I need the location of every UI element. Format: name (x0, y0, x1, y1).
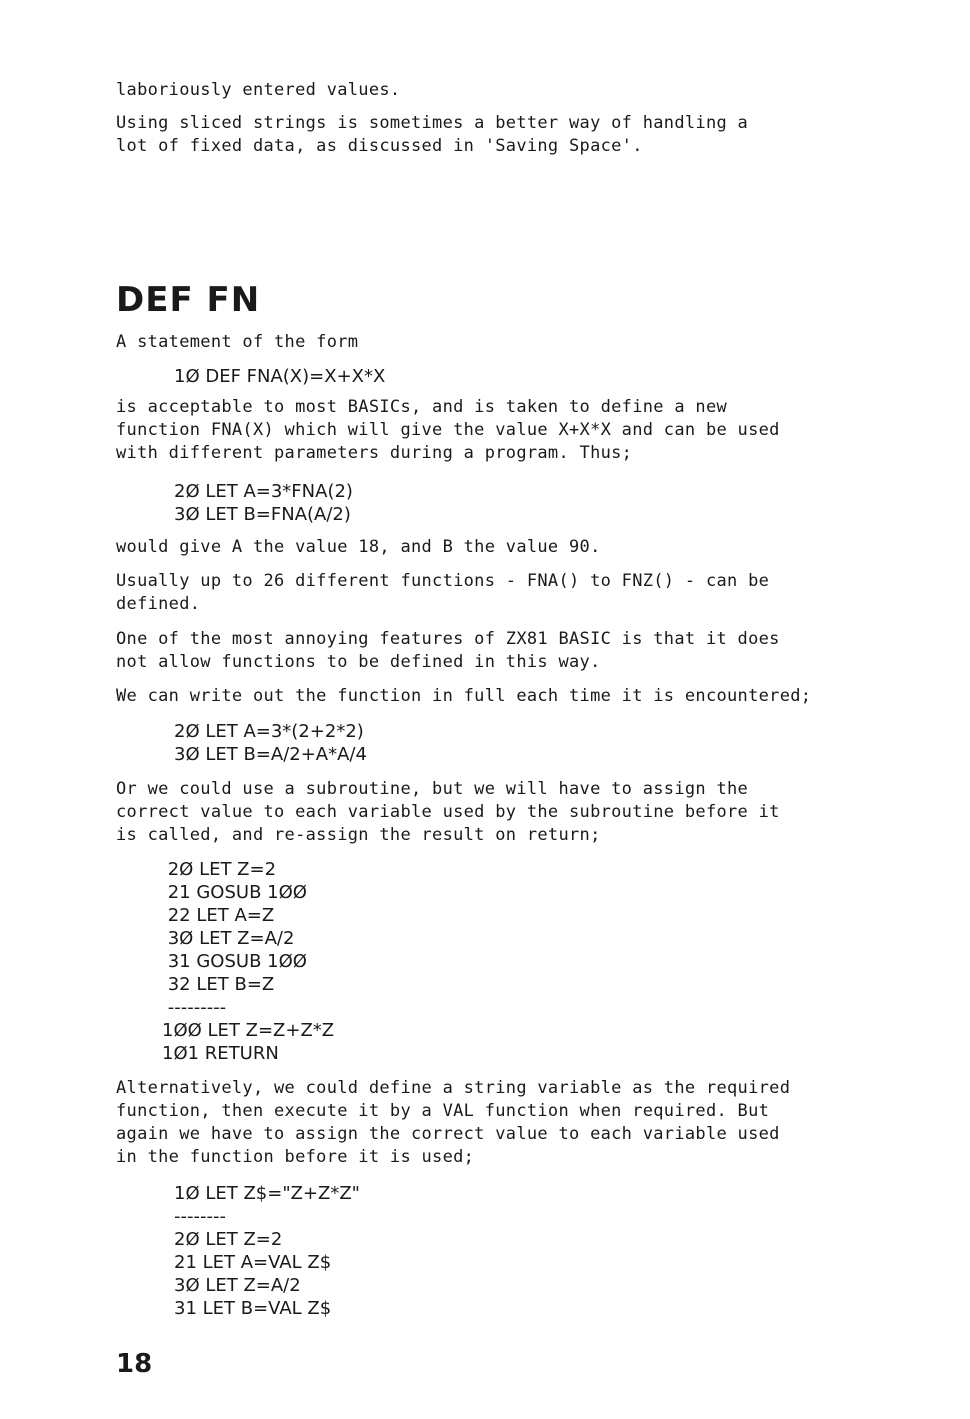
section-heading: DEF FN (116, 280, 261, 320)
code-line: 32 LET B=Z (162, 974, 275, 995)
code-line: 21 LET A=VAL Z$ (174, 1252, 332, 1273)
code-line: 2Ø LET A=3*(2+2*2) (174, 721, 364, 742)
paragraph: Usually up to 26 different functions - FNA() to FNZ() - can be defined. (116, 571, 770, 614)
code-line: --------- (162, 997, 227, 1018)
paragraph: would give A the value 18, and B the value 90. (116, 537, 601, 557)
code-line: 3Ø LET B=A/2+A*A/4 (174, 744, 367, 765)
code-block (174, 365, 385, 388)
code-line: 21 GOSUB 1ØØ (162, 882, 307, 903)
code-line: 3Ø LET Z=A/2 (174, 1275, 301, 1296)
paragraph: is acceptable to most BASICs, and is taken to define a new function FNA(X) which will give the value X+X*X and can be used with different parameters during a program. Thus; (116, 397, 780, 463)
code-line: -------- (174, 1206, 226, 1227)
paragraph: A statement of the form (116, 332, 359, 352)
code-line: 1ØØ LET Z=Z+Z*Z (162, 1020, 335, 1041)
code-line: 3Ø LET B=FNA(A/2) (174, 504, 351, 525)
code-line: 1Ø LET Z$="Z+Z*Z" (174, 1183, 360, 1204)
code-line: 31 LET B=VAL Z$ (174, 1298, 332, 1319)
page-number: 18 (116, 1349, 153, 1379)
code-block (174, 480, 353, 526)
paragraph: We can write out the function in full each time it is encountered; (116, 686, 812, 706)
code-line: 3Ø LET Z=A/2 (162, 928, 295, 949)
paragraph: laboriously entered values. (116, 80, 401, 100)
code-line: 1Ø1 RETURN (162, 1043, 279, 1064)
code-block (174, 720, 367, 766)
code-block (174, 1182, 360, 1320)
code-line: 31 GOSUB 1ØØ (162, 951, 307, 972)
code-line: 1Ø DEF FNA(X)=X+X*X (174, 366, 386, 387)
code-line: 2Ø LET A=3*FNA(2) (174, 481, 353, 502)
paragraph: One of the most annoying features of ZX81 BASIC is that it does not allow functions to be defined in this way. (116, 629, 780, 672)
code-line: 22 LET A=Z (162, 905, 275, 926)
code-line: 2Ø LET Z=2 (174, 1229, 283, 1250)
code-block (162, 858, 334, 1065)
paragraph: Alternatively, we could define a string variable as the required function, then execute it by a VAL function when required. But again we have to assign the correct value to each variable used in the function before it is used; (116, 1078, 791, 1167)
paragraph: Or we could use a subroutine, but we will have to assign the correct value to each variable used by the subroutine before it is called, and re-assign the result on return; (116, 779, 780, 845)
code-line: 2Ø LET Z=2 (162, 859, 277, 880)
paragraph: Using sliced strings is sometimes a better way of handling a lot of fixed data, as discussed in 'Saving Space'. (116, 113, 749, 156)
